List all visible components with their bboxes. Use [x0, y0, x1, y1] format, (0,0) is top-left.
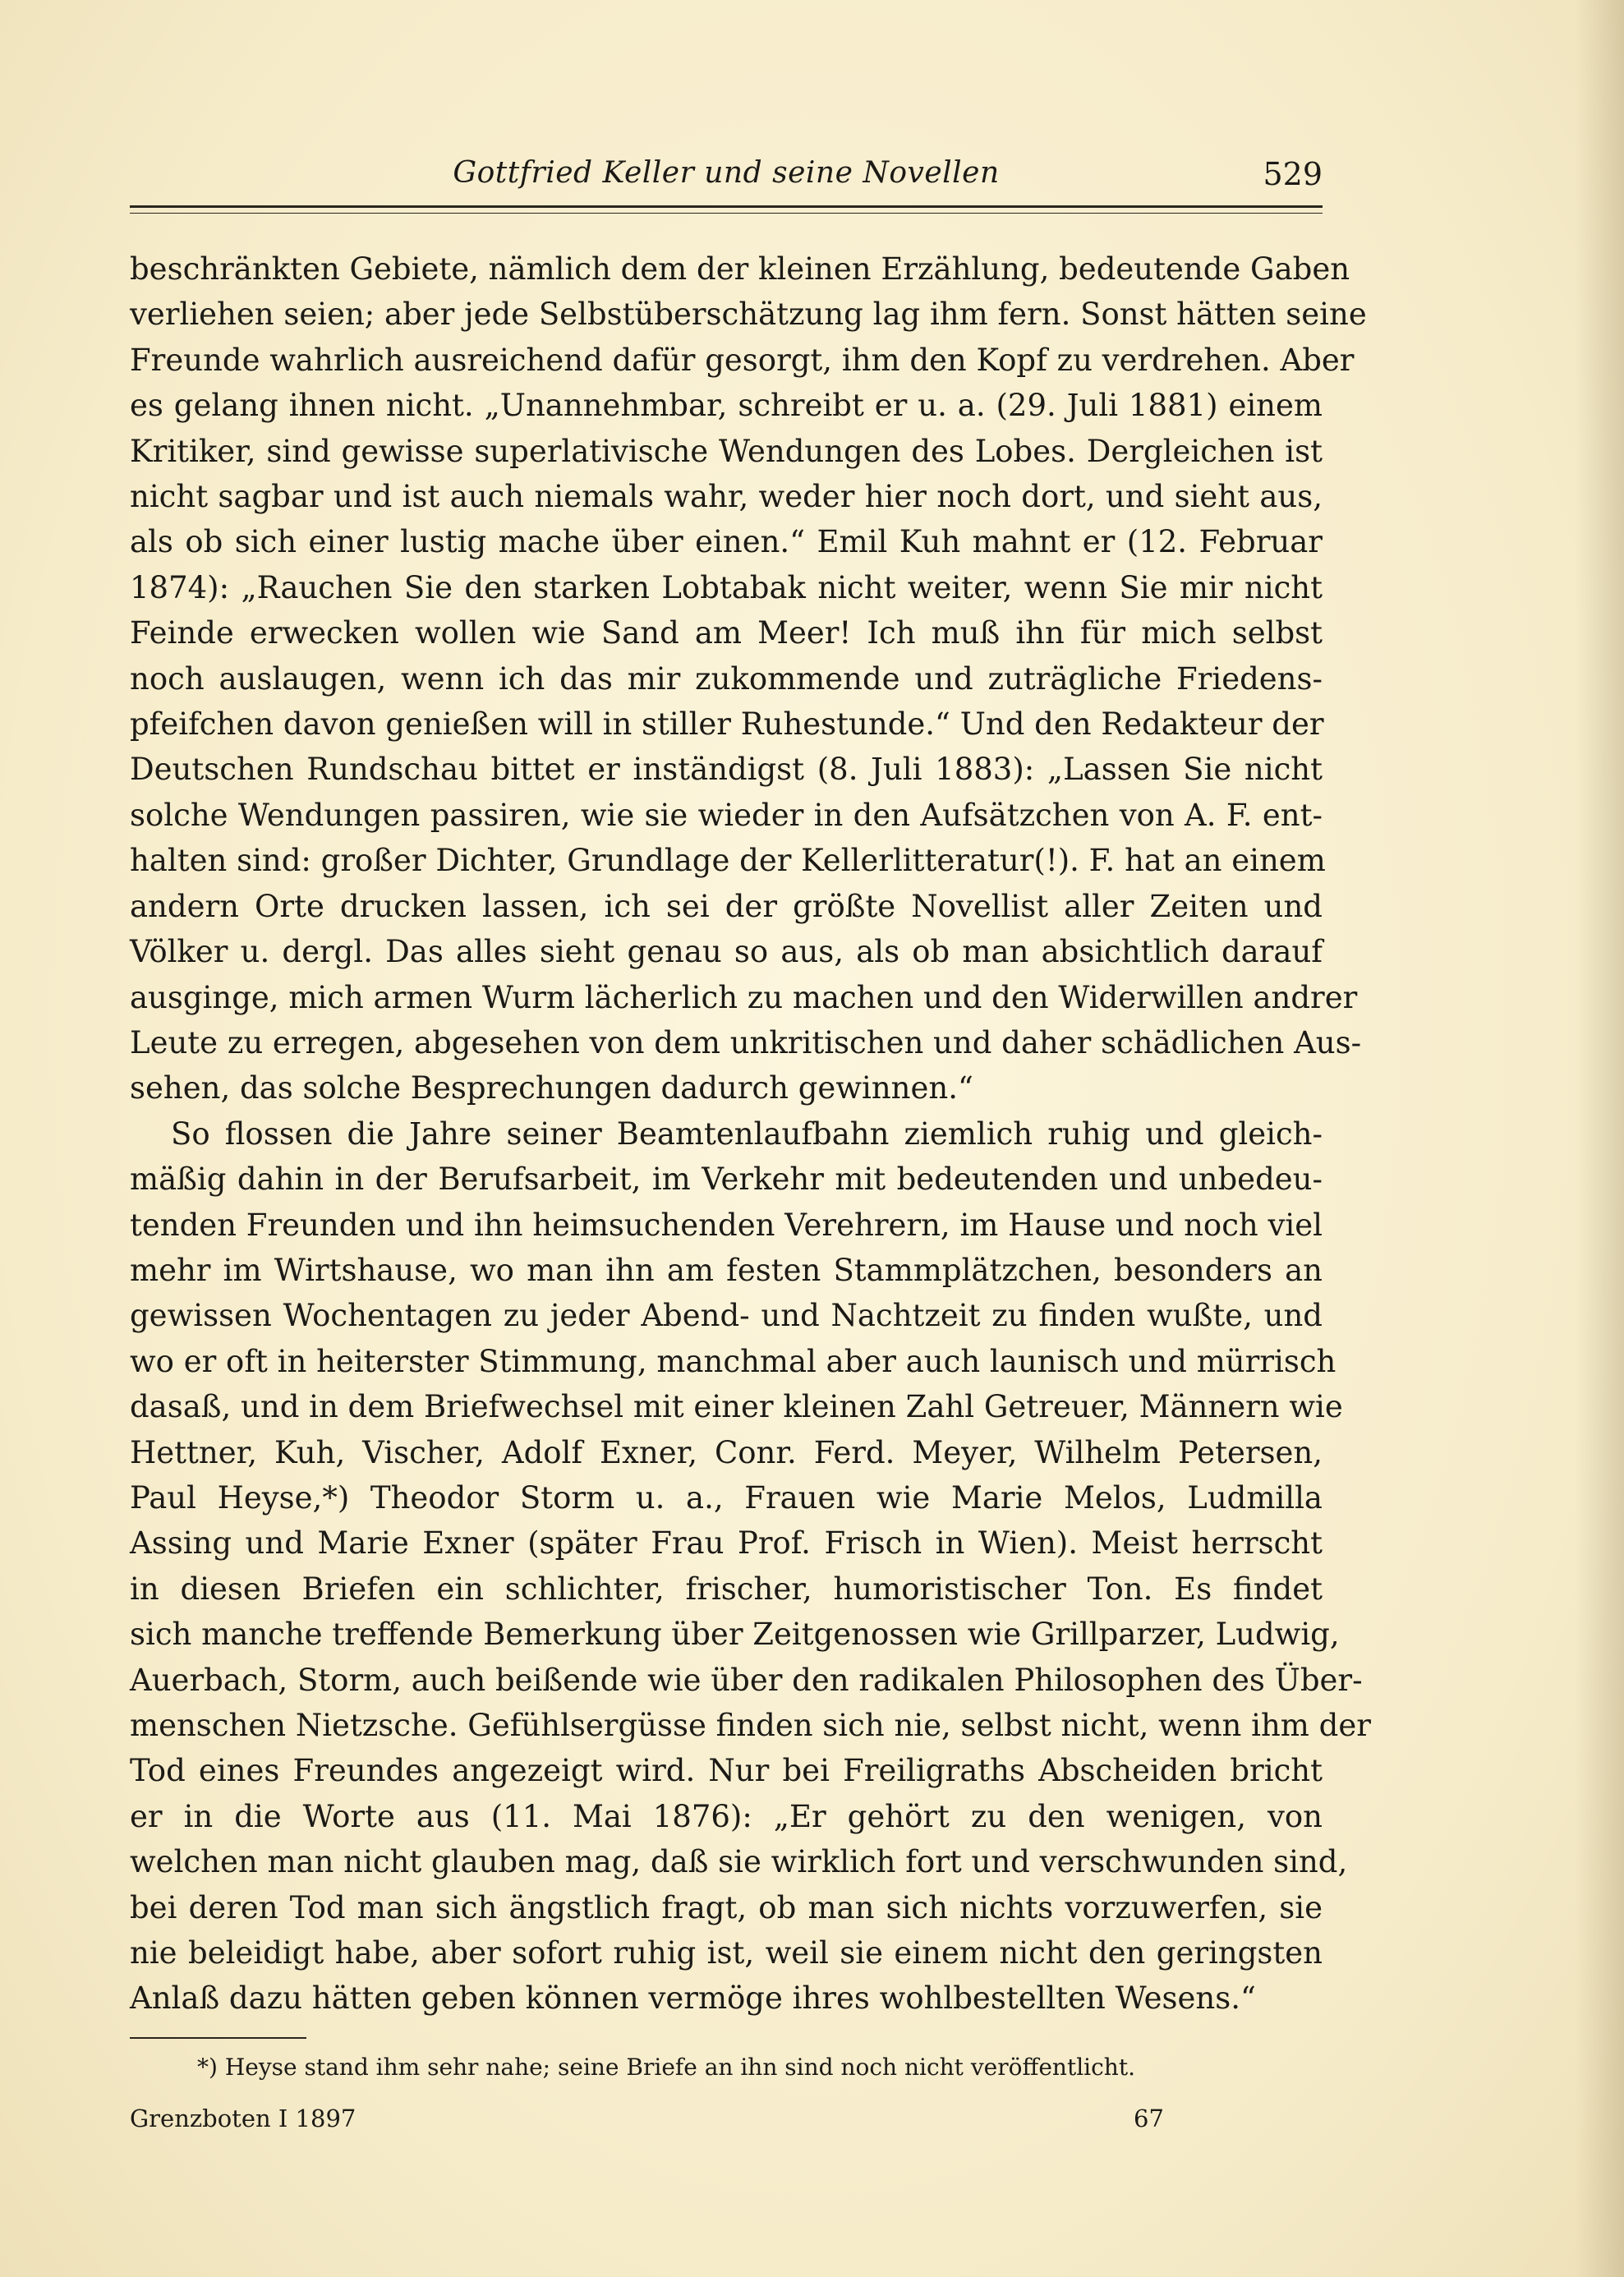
text-line: wo er oft in heiterster Stimmung, manchmal aber auch launisch und mürrisch [130, 1343, 1336, 1379]
footnote: *) Heyse stand ihm sehr nahe; seine Briefe an ihn sind noch nicht veröffentlicht. [197, 2054, 1135, 2081]
page-edge-shadow [1575, 0, 1624, 2277]
text-line: Assing und Marie Exner (später Frau Prof. Frisch in Wien). Meist herrscht [130, 1525, 1323, 1562]
text-line: Paul Heyse,*) Theodor Storm u. a., Frauen wie Marie Melos, Ludmilla [130, 1479, 1323, 1516]
text-line: Auerbach, Storm, auch beißende wie über den radikalen Philosophen des Über- [130, 1662, 1363, 1698]
text-line: sich manche treffende Bemerkung über Zeitgenossen wie Grillparzer, Ludwig, [130, 1617, 1340, 1653]
text-line: Leute zu erregen, abgesehen von dem unkritischen und daher schädlichen Aus- [130, 1024, 1362, 1060]
text-line: menschen Nietzsche. Gefühlsergüsse finden sich nie, selbst nicht, wenn ihm der [130, 1708, 1371, 1743]
header-rule [130, 205, 1323, 214]
text-line: mehr im Wirtshause, wo man ihn am festen Stammplätzchen, besonders an [130, 1252, 1323, 1288]
text-line: gewissen Wochentagen zu jeder Abend- und Nachtzeit zu finden wußte, und [130, 1298, 1323, 1334]
text-line: Kritiker, sind gewisse superlativische Wendungen des Lobes. Dergleichen ist [130, 433, 1323, 469]
journal-signature: Grenzboten I 1897 [130, 2104, 357, 2132]
text-line: welchen man nicht glauben mag, daß sie wirklich fort und verschwunden sind, [130, 1844, 1348, 1880]
text-line: ausginge, mich armen Wurm lächerlich zu machen und den Widerwillen andrer [130, 979, 1358, 1015]
text-line: andern Orte drucken lassen, ich sei der größte Novellist aller Zeiten und [130, 888, 1323, 924]
text-line: beschränkten Gebiete, nämlich dem der kleinen Erzählung, bedeutende Gaben [130, 251, 1350, 287]
text-line: Anlaß dazu hätten geben können vermöge ihres wohlbestellten Wesens.“ [130, 1980, 1256, 2017]
text-line: Freunde wahrlich ausreichend dafür gesorgt, ihm den Kopf zu verdrehen. Aber [130, 342, 1355, 378]
text-line: nicht sagbar und ist auch niemals wahr, weder hier noch dort, und sieht aus, [130, 479, 1323, 515]
text-line: Feinde erwecken wollen wie Sand am Meer! Ich muß ihn für mich selbst [130, 615, 1323, 651]
text-line: Völker u. dergl. Das alles sieht genau so aus, als ob man absichtlich darauf [130, 934, 1323, 970]
running-head: Gottfried Keller und seine Novellen [453, 156, 1000, 190]
text-line: dasaß, und in dem Briefwechsel mit einer kleinen Zahl Getreuer, Männern wie [130, 1389, 1343, 1425]
text-line: er in die Worte aus (11. Mai 1876): „Er gehört zu den wenigen, von [130, 1798, 1323, 1834]
page-number: 529 [1263, 156, 1323, 192]
text-line: pfeifchen davon genießen will in stiller Ruhestunde.“ Und den Redakteur der [130, 706, 1324, 743]
text-line: 1874): „Rauchen Sie den starken Lobtabak nicht weiter, wenn Sie mir nicht [130, 569, 1323, 605]
text-line: in diesen Briefen ein schlichter, frischer, humoristischer Ton. Es findet [130, 1571, 1323, 1607]
text-line: halten sind: großer Dichter, Grundlage der Kellerlitteratur(!). F. hat an einem [130, 843, 1326, 879]
page-header [130, 156, 1323, 202]
text-line: nie beleidigt habe, aber sofort ruhig ist, weil sie einem nicht den geringsten [130, 1935, 1323, 1971]
text-line: tenden Freunden und ihn heimsuchenden Verehrern, im Hause und noch viel [130, 1207, 1323, 1243]
sheet-signature: 67 [1134, 2104, 1164, 2132]
text-line: verliehen seien; aber jede Selbstüberschätzung lag ihm fern. Sonst hätten seine [130, 297, 1367, 333]
text-line: sehen, das solche Besprechungen dadurch gewinnen.“ [130, 1070, 973, 1106]
text-line: solche Wendungen passiren, wie sie wieder in den Aufsätzchen von A. F. ent- [130, 797, 1323, 833]
text-line: mäßig dahin in der Berufsarbeit, im Verkehr mit bedeutenden und unbedeu- [130, 1162, 1323, 1198]
footnote-rule [130, 2037, 306, 2039]
text-line: Hettner, Kuh, Vischer, Adolf Exner, Conr. Ferd. Meyer, Wilhelm Petersen, [130, 1434, 1323, 1470]
text-line: Tod eines Freundes angezeigt wird. Nur bei Freiligraths Abscheiden bricht [130, 1753, 1323, 1789]
text-line: noch auslaugen, wenn ich das mir zukommende und zuträgliche Friedens- [130, 660, 1323, 697]
text-line: als ob sich einer lustig mache über einen.“ Emil Kuh mahnt er (12. Februar [130, 524, 1323, 560]
text-line: Deutschen Rundschau bittet er inständigst (8. Juli 1883): „Lassen Sie nicht [130, 752, 1323, 788]
text-line: bei deren Tod man sich ängstlich fragt, ob man sich nichts vorzuwerfen, sie [130, 1889, 1323, 1925]
text-line: es gelang ihnen nicht. „Unannehmbar, schreibt er u. a. (29. Juli 1881) einem [130, 388, 1323, 424]
text-line: So flossen die Jahre seiner Beamtenlaufbahn ziemlich ruhig und gleich- [171, 1116, 1323, 1152]
body-text [130, 246, 1371, 2022]
